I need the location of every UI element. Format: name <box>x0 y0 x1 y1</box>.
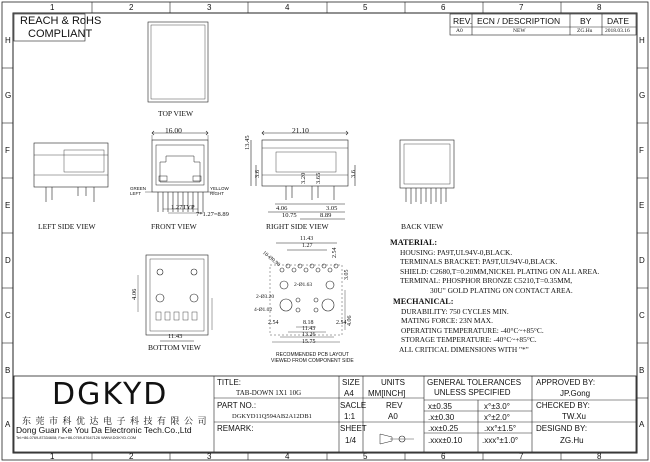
design-value: ZG.Hu <box>560 436 584 445</box>
grid-col-7: 7 <box>519 3 524 12</box>
dim-side-b4: 8.89 <box>320 212 332 219</box>
scale-label: SACLE <box>340 401 367 410</box>
grid-row-b: B <box>5 366 11 375</box>
material-title: MATERIAL: <box>390 238 438 247</box>
front-view <box>145 131 215 213</box>
compliance-label-1: REACH & RoHS <box>20 15 102 27</box>
grid-col-7-bottom: 7 <box>519 452 524 461</box>
material-line-5: 30U" GOLD PLATING ON CONTACT AREA. <box>430 285 573 295</box>
grid-col-8: 8 <box>597 3 602 12</box>
grid-row-b-right: B <box>639 366 645 375</box>
dim-pcb-p2: 3.05 <box>344 269 350 280</box>
dim-side-h5: 3.6 <box>350 169 357 178</box>
pcb-layout-label-2: VIEWED FROM COMPONENT SIDE <box>271 358 354 364</box>
grid-col-1: 1 <box>50 3 55 12</box>
dim-front-pitch: 1.27TYP <box>171 204 195 211</box>
dim-pcb-b5: 2.54 <box>336 320 347 326</box>
size-label: SIZE <box>342 378 360 387</box>
dim-pcb-b4: 15.75 <box>302 339 316 345</box>
grid-row-e: E <box>5 201 11 210</box>
rev-row-by: ZG.Hu <box>577 28 593 34</box>
dim-pcb-l: 2.54 <box>268 320 279 326</box>
dim-side-width: 21.10 <box>292 126 309 135</box>
rev-value: A0 <box>388 412 398 421</box>
grid-row-h: H <box>5 36 11 45</box>
grid-col-4: 4 <box>285 3 290 12</box>
right-side-view-label: RIGHT SIDE VIEW <box>266 222 329 231</box>
back-view <box>400 140 454 204</box>
size-value: A4 <box>344 389 354 398</box>
approved-value: JP.Gong <box>560 389 591 398</box>
remark-label: REMARK: <box>217 424 254 433</box>
tolerance-lin-3: .xx±0.25 <box>428 424 459 433</box>
tolerance-title-2: UNLESS SPECIFIED <box>434 388 511 397</box>
led-green-label: GREEN <box>130 186 147 191</box>
mechanical-line-3: OPERATING TEMPERATURE: -40°C~+85°C. <box>401 325 544 335</box>
grid-row-h-right: H <box>639 36 645 45</box>
title-value: TAB-DOWN 1X1 10G <box>236 389 302 397</box>
tolerance-ang-1: x°±3.0° <box>484 402 510 411</box>
dim-front-span: 7*1.27=8.89 <box>196 211 229 218</box>
rev-label: REV <box>386 401 403 410</box>
grid-col-3: 3 <box>207 3 212 12</box>
grid-col-8-bottom: 8 <box>597 452 602 461</box>
left-side-view <box>34 143 108 202</box>
dim-bottom-width: 11.43 <box>168 333 183 340</box>
back-view-label: BACK VIEW <box>401 222 444 231</box>
tolerance-ang-4: .xxx°±1.0° <box>482 436 519 445</box>
grid-row-f-right: F <box>639 146 644 155</box>
rev-header-rev: REV. <box>453 16 473 26</box>
material-line-1: HOUSING: PA9T,UL94V-0,BLACK. <box>400 247 513 257</box>
tolerance-lin-2: .x±0.30 <box>428 413 455 422</box>
design-label: DESIGND BY: <box>536 424 588 433</box>
checked-label: CHECKED BY: <box>536 401 590 410</box>
checked-value: TW.Xu <box>562 412 587 421</box>
tolerance-title-1: GENERAL TOLERANCES <box>427 378 522 387</box>
rev-header-by: BY <box>580 16 592 26</box>
grid-row-f: F <box>5 146 10 155</box>
rev-row-rev: A0 <box>456 28 463 34</box>
dim-pcb-hole-b: 2-Ø1.63 <box>294 282 313 288</box>
dim-pcb-b1: 8.18 <box>303 320 314 326</box>
grid-col-6-bottom: 6 <box>441 452 446 461</box>
grid-row-d-right: D <box>639 256 645 265</box>
grid-row-c-right: C <box>639 311 645 320</box>
grid-col-1-bottom: 1 <box>50 452 55 461</box>
grid-col-5: 5 <box>363 3 368 12</box>
dim-side-b3: 10.75 <box>282 212 297 219</box>
material-notes <box>390 238 599 296</box>
mechanical-line-2: MATING FORCE: 23N MAX. <box>401 316 493 326</box>
mechanical-title: MECHANICAL: <box>393 297 454 306</box>
dim-pcb-hole-c: 2-Ø3.20 <box>256 294 275 300</box>
mechanical-line-1: DURABILITY: 750 CYCLES MIN. <box>401 306 509 316</box>
tolerance-ang-2: x°±2.0° <box>484 413 510 422</box>
front-view-label: FRONT VIEW <box>151 222 197 231</box>
dim-pcb-p1: 2.54 <box>332 247 338 258</box>
tolerance-ang-3: .xx°±1.5° <box>484 424 517 433</box>
dim-front-width: 16.00 <box>165 126 182 135</box>
grid-row-a-right: A <box>639 420 645 429</box>
dim-pcb-b3: 13.26 <box>302 332 316 338</box>
dim-bottom-left: 4.06 <box>131 288 138 300</box>
led-yellow-label: YELLOW <box>210 186 229 191</box>
grid-row-g-right: G <box>639 91 646 100</box>
approved-label: APPROVED BY: <box>536 378 596 387</box>
grid-row-a: A <box>5 420 11 429</box>
rev-header-ecn: ECN / DESCRIPTION <box>477 16 561 26</box>
dim-pcb-hole-a: 10-Ø0.90 <box>261 250 282 269</box>
dim-side-h1: 13.45 <box>244 135 251 150</box>
rev-row-date: 2018.03.16 <box>605 28 630 34</box>
company-contact: Tel:+86-0769-87334608; Fax:+86-0769-87647126 WWW.DGKYD.COM <box>16 436 137 440</box>
rev-row-ecn: NEW <box>513 28 526 34</box>
top-view <box>148 22 208 102</box>
top-view-label: TOP VIEW <box>158 109 194 118</box>
tolerance-lin-1: x±0.35 <box>428 402 452 411</box>
mechanical-line-5: ALL CRITICAL DIMENSIONS WITH "*" <box>399 344 529 354</box>
sheet-label: SHEET <box>340 424 367 433</box>
dim-pcb-top: 11.43 <box>300 236 314 242</box>
title-label: TITLE: <box>217 378 242 387</box>
dim-side-h3: 3.20 <box>300 172 307 184</box>
grid-col-2-bottom: 2 <box>129 452 134 461</box>
units-label: UNITS <box>381 378 405 387</box>
dim-side-h4: 3.65 <box>315 172 322 184</box>
dim-side-b1: 4.06 <box>276 205 288 212</box>
grid-col-4-bottom: 4 <box>285 452 290 461</box>
grid-col-5-bottom: 5 <box>363 452 368 461</box>
mechanical-notes <box>393 297 544 355</box>
tolerance-lin-4: .xxx±0.10 <box>428 436 463 445</box>
company-logo: DGKYD <box>52 377 169 412</box>
material-line-2: TERMINALS BRACKET: PA9T,UL94V-0,BLACK. <box>400 257 558 267</box>
company-name-cn: 东 莞 市 科 优 达 电 子 科 技 有 限 公 司 <box>22 416 208 426</box>
grid-row-c: C <box>5 311 11 320</box>
grid-col-2: 2 <box>129 3 134 12</box>
grid-row-e-right: E <box>639 201 645 210</box>
part-no-value: DGKYD11Q594AB2A12DB1 <box>232 413 312 420</box>
units-value: MM[INCH] <box>368 389 406 398</box>
sheet-value: 1/4 <box>345 436 357 445</box>
mechanical-line-4: STORAGE TEMPERATURE: -40°C~+85°C. <box>401 335 537 345</box>
bottom-view-label: BOTTOM VIEW <box>148 343 201 352</box>
led-left-label: LEFT <box>130 191 142 196</box>
grid-col-6: 6 <box>441 3 446 12</box>
dim-pcb-pitch: 1.27 <box>302 243 313 249</box>
scale-value: 1:1 <box>344 412 356 421</box>
dim-pcb-right: 4.06 <box>347 315 353 326</box>
grid-row-d: D <box>5 256 11 265</box>
led-right-label: RIGHT <box>210 191 224 196</box>
grid-col-3-bottom: 3 <box>207 452 212 461</box>
compliance-label-2: COMPLIANT <box>28 28 93 40</box>
dim-side-b2: 3.05 <box>326 205 338 212</box>
dim-pcb-b2: 11.43 <box>302 326 316 332</box>
material-line-4: TERMINAL: PHOSPHOR BRONZE C5210,T=0.35MM, <box>400 276 573 286</box>
dim-side-h2: 3.6 <box>254 169 261 178</box>
material-line-3: SHIELD: C2680,T=0.20MM,NICKEL PLATING ON ALL AREA. <box>400 266 600 276</box>
grid-row-g: G <box>5 91 12 100</box>
part-no-label: PART NO.: <box>217 401 257 410</box>
company-name-en: Dong Guan Ke You Da Electronic Tech.Co.,Ltd <box>16 425 192 435</box>
dim-pcb-hole-d: 4-Ø1.02 <box>254 307 273 313</box>
left-side-view-label: LEFT SIDE VIEW <box>38 222 96 231</box>
bottom-view <box>138 255 212 341</box>
rev-header-date: DATE <box>607 16 630 26</box>
pcb-layout-label-1: RECOMMENDED PCB LAYOUT <box>276 352 349 358</box>
